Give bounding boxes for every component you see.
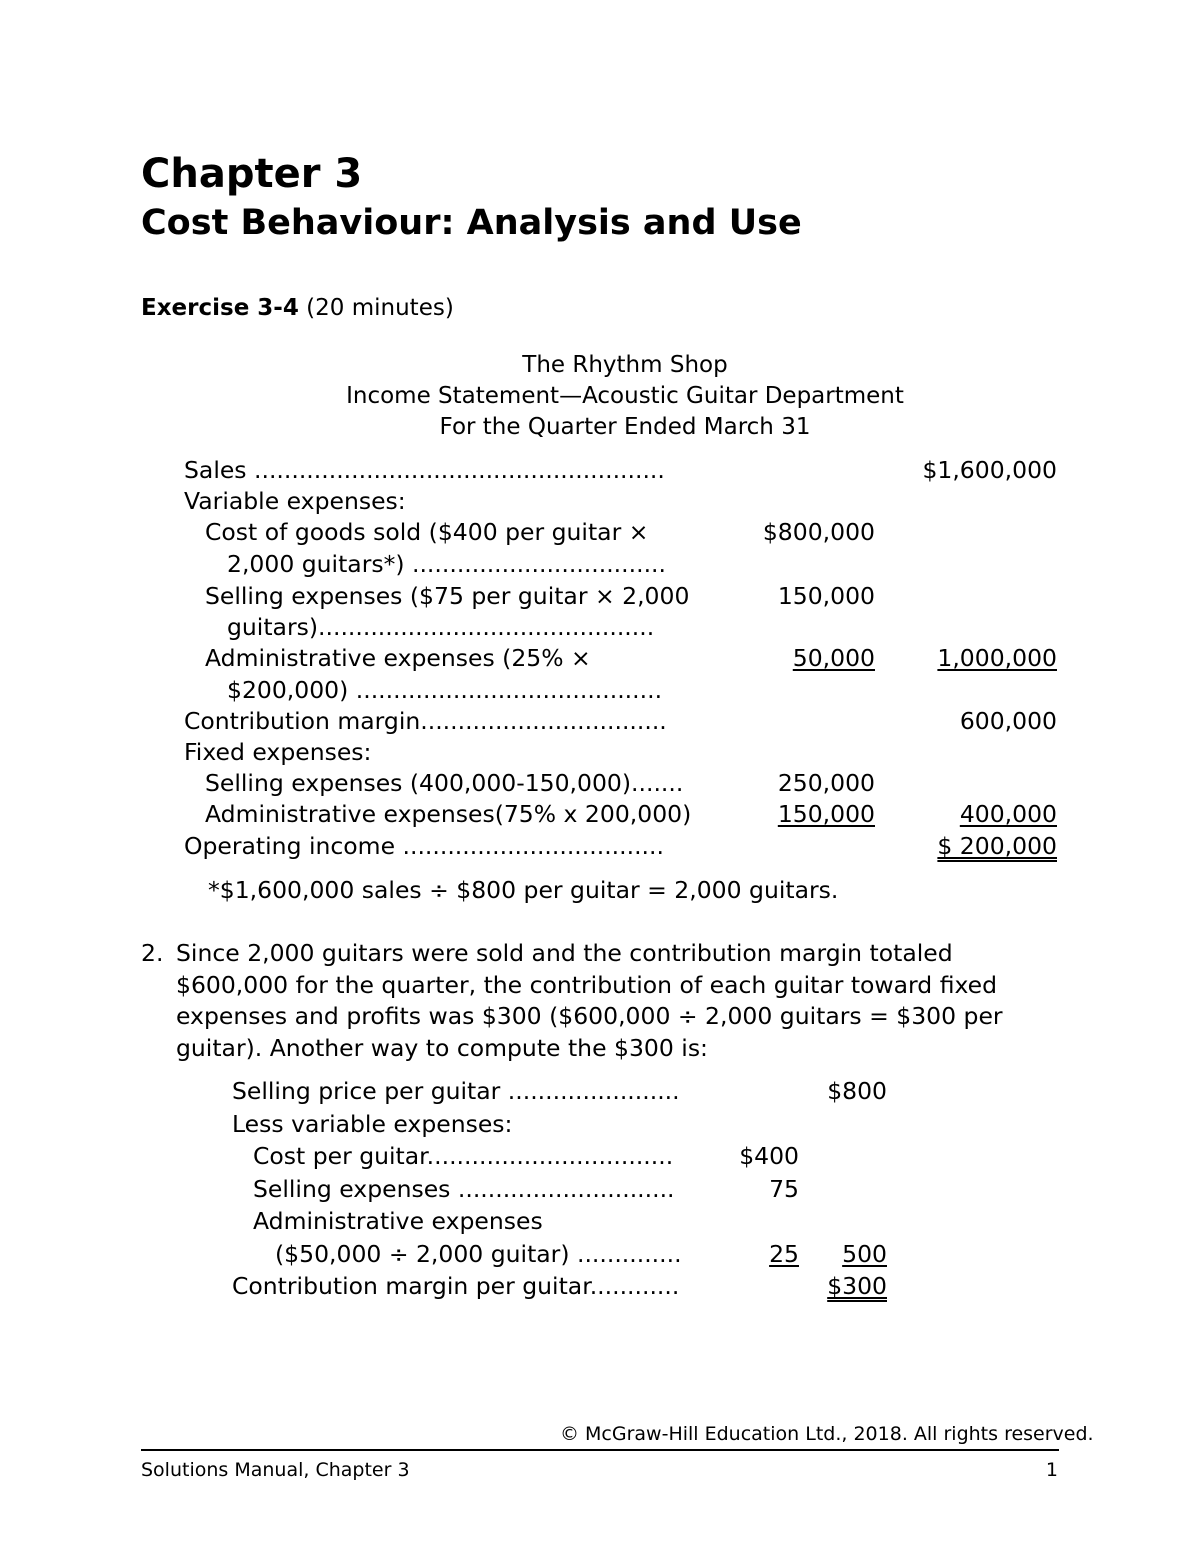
selling-fixed-value: 250,000 [777, 769, 875, 797]
cogs-label-line2: 2,000 guitars*) .................................. [227, 550, 666, 578]
chapter-title: Chapter 3 [141, 151, 363, 197]
contribution-margin-label: Contribution margin................................. [184, 707, 667, 735]
variable-total-text: 1,000,000 [937, 644, 1057, 672]
part2-number: 2. [141, 939, 164, 967]
chapter-subtitle: Cost Behaviour: Analysis and Use [141, 203, 802, 243]
unit-selling-value: 75 [769, 1175, 799, 1203]
less-variable-label: Less variable expenses: [232, 1110, 513, 1138]
cost-per-guitar-label: Cost per guitar................................. [253, 1142, 674, 1170]
selling-variable-label-line1: Selling expenses ($75 per guitar × 2,000 [205, 582, 690, 610]
contribution-margin-total: 600,000 [959, 707, 1057, 735]
admin-variable-value [700, 644, 875, 672]
admin-fixed-value [700, 800, 875, 828]
fixed-total [880, 800, 1057, 828]
exercise-time: (20 minutes) [298, 295, 454, 321]
cost-per-guitar-value: $400 [739, 1142, 799, 1170]
admin-variable-label-line2: $200,000) ......................................... [227, 676, 663, 704]
unit-selling-label: Selling expenses ............................. [253, 1175, 675, 1203]
unit-admin-value-text: 25 [769, 1240, 799, 1268]
footer-rule [141, 1449, 1059, 1451]
admin-variable-value-text: 50,000 [792, 644, 875, 672]
statement-period: For the Quarter Ended March 31 [439, 414, 811, 440]
operating-income-total [880, 832, 1057, 860]
unit-admin-label-line2: ($50,000 ÷ 2,000 guitar) .............. [275, 1240, 682, 1268]
operating-income-total-text: $ 200,000 [937, 832, 1057, 860]
cogs-label-line1: Cost of goods sold ($400 per guitar × [205, 518, 649, 546]
copyright-notice: © McGraw-Hill Education Ltd., 2018. All rights reserved. [560, 1423, 1094, 1445]
price-value: $800 [827, 1077, 887, 1105]
unit-cm-value [805, 1272, 887, 1300]
sales-total: $1,600,000 [922, 456, 1057, 484]
selling-variable-value: 150,000 [777, 582, 875, 610]
statement-title: Income Statement—Acoustic Guitar Department [346, 383, 904, 409]
page-number: 1 [1045, 1459, 1058, 1481]
unit-admin-value [700, 1240, 799, 1268]
cogs-value: $800,000 [762, 518, 875, 546]
unit-variable-total-text: 500 [842, 1240, 887, 1268]
unit-variable-total [805, 1240, 887, 1268]
statement-company: The Rhythm Shop [522, 352, 728, 378]
part2-text: Since 2,000 guitars were sold and the contribution margin totaled $600,000 for the quarter, the contribution of each guitar toward fixed expenses and profits was $300 ($600,000 ÷ 2,000 guitars = $300 per guitar). Another way to compute the $300 is: [176, 939, 1003, 1062]
admin-variable-label-line1: Administrative expenses (25% × [205, 644, 591, 672]
statement-footnote: *$1,600,000 sales ÷ $800 per guitar = 2,000 guitars. [208, 876, 839, 904]
fixed-total-text: 400,000 [959, 800, 1057, 828]
price-label: Selling price per guitar ....................... [232, 1077, 680, 1105]
admin-fixed-label: Administrative expenses(75% x 200,000) [205, 800, 692, 828]
variable-expenses-label: Variable expenses: [184, 487, 406, 515]
sales-label: Sales ....................................................... [184, 456, 665, 484]
variable-total [880, 644, 1057, 672]
admin-fixed-value-text: 150,000 [777, 800, 875, 828]
selling-variable-label-line2: guitars)............................................. [227, 613, 655, 641]
operating-income-label: Operating income ................................... [184, 832, 664, 860]
unit-admin-label-line1: Administrative expenses [253, 1207, 543, 1235]
exercise-heading [141, 297, 454, 320]
exercise-label: Exercise 3-4 [141, 295, 299, 321]
fixed-expenses-label: Fixed expenses: [184, 738, 372, 766]
unit-cm-label: Contribution margin per guitar............ [232, 1272, 680, 1300]
unit-cm-value-text: $300 [827, 1272, 887, 1300]
footer-left: Solutions Manual, Chapter 3 [141, 1459, 410, 1481]
selling-fixed-label: Selling expenses (400,000-150,000)....... [205, 769, 684, 797]
